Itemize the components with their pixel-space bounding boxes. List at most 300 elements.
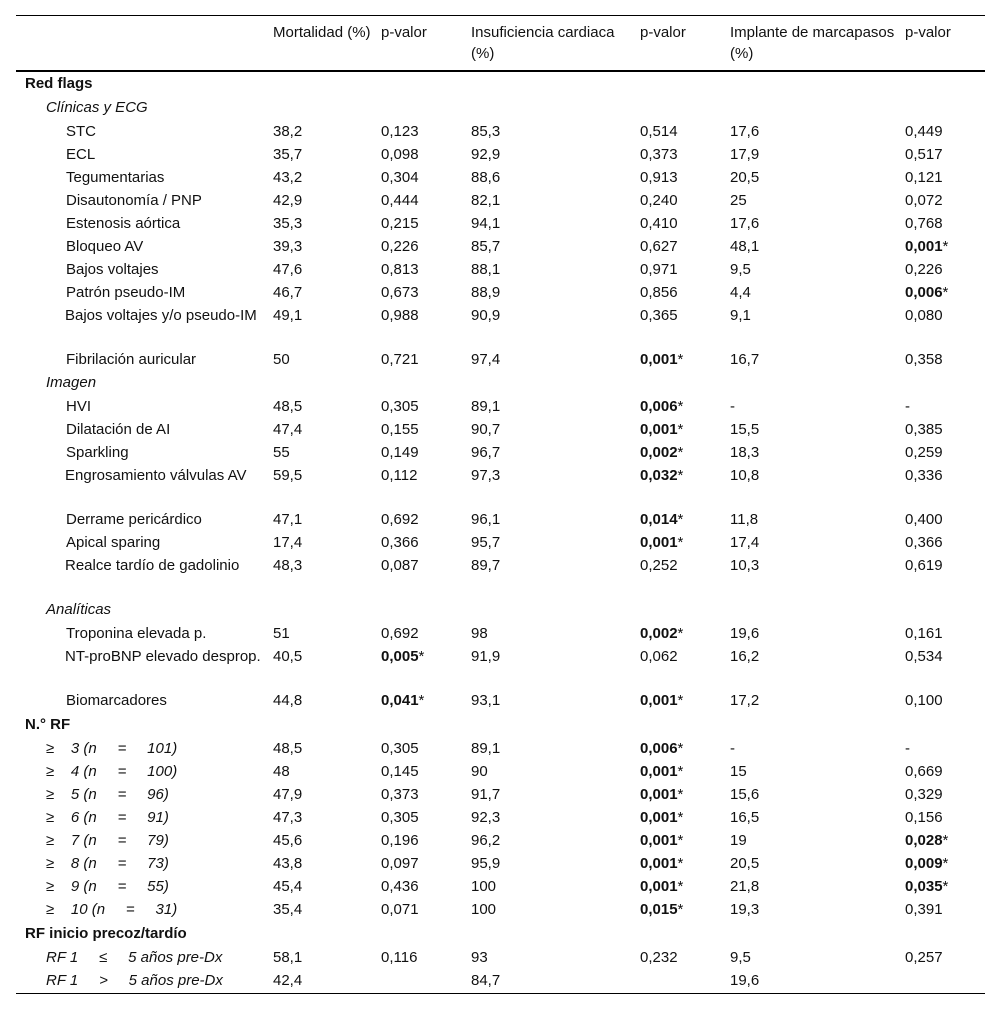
table-row bbox=[16, 305, 985, 349]
cell-p-valor-3 bbox=[905, 970, 985, 994]
group-row bbox=[16, 599, 985, 623]
cell-p-valor-3-value: 0,035 bbox=[905, 878, 943, 895]
cell-p-valor-3: 0,226 bbox=[905, 261, 943, 278]
row-label: Engrosamiento válvulas AV bbox=[65, 467, 247, 484]
cell-mortalidad: 48,5 bbox=[273, 740, 303, 757]
cell-p-valor-1: 0,692 bbox=[381, 511, 419, 528]
cell-p-valor-2: 0,971 bbox=[640, 261, 678, 278]
cell-p-valor-2: 0,514 bbox=[640, 123, 678, 140]
cell-marcapasos: 17,4 bbox=[730, 534, 760, 551]
cell-p-valor-3 bbox=[905, 282, 985, 305]
row-label: RF 1 > 5 años pre-Dx bbox=[46, 972, 223, 989]
cell-p-valor-2: 0,232 bbox=[640, 949, 678, 966]
row-label: Dilatación de AI bbox=[66, 421, 171, 438]
table-row bbox=[16, 259, 985, 282]
table-row bbox=[16, 876, 985, 899]
cell-marcapasos: 19,6 bbox=[730, 625, 760, 642]
cell-marcapasos: 11,8 bbox=[730, 511, 759, 528]
cell-p-valor-2-value: 0,001 bbox=[640, 351, 678, 368]
cell-mortalidad: 58,1 bbox=[273, 949, 303, 966]
row-label: Apical sparing bbox=[66, 534, 161, 551]
cell-insuficiencia: 96,2 bbox=[471, 832, 501, 849]
cell-p-valor-1: 0,112 bbox=[381, 467, 418, 484]
cell-marcapasos: 17,6 bbox=[730, 215, 760, 232]
cell-insuficiencia: 85,3 bbox=[471, 123, 501, 140]
cell-p-valor-1: 0,988 bbox=[381, 307, 419, 324]
table-row bbox=[16, 121, 985, 144]
cell-p-valor-2 bbox=[640, 349, 730, 372]
cell-mortalidad: 51 bbox=[273, 625, 290, 642]
cell-mortalidad: 48,5 bbox=[273, 398, 303, 415]
cell-marcapasos: 19 bbox=[730, 832, 747, 849]
results-table bbox=[16, 15, 985, 994]
cell-insuficiencia: 95,9 bbox=[471, 855, 501, 872]
section-row bbox=[16, 922, 985, 947]
cell-p-valor-1: 0,436 bbox=[381, 878, 419, 895]
cell-mortalidad: 43,2 bbox=[273, 169, 303, 186]
significance-star: * bbox=[677, 878, 684, 895]
table-row bbox=[16, 213, 985, 236]
cell-p-valor-1: 0,305 bbox=[381, 809, 419, 826]
header-insuficiencia-cardiaca: Insuficiencia cardiaca (%) bbox=[471, 24, 615, 62]
cell-insuficiencia: 97,3 bbox=[471, 467, 501, 484]
cell-marcapasos: 16,2 bbox=[730, 648, 760, 665]
table-row bbox=[16, 690, 985, 713]
row-label: ≥ 6 (n = 91) bbox=[46, 809, 169, 826]
cell-p-valor-2: 0,062 bbox=[640, 648, 678, 665]
cell-p-valor-1: 0,673 bbox=[381, 284, 419, 301]
cell-p-valor-3-value: 0,028 bbox=[905, 832, 943, 849]
section-title: N.° RF bbox=[25, 716, 71, 733]
cell-p-valor-3 bbox=[905, 236, 985, 259]
table-row bbox=[16, 623, 985, 646]
row-label: HVI bbox=[66, 398, 92, 415]
cell-p-valor-2 bbox=[640, 532, 730, 555]
row-label: ≥ 9 (n = 55) bbox=[46, 878, 169, 895]
cell-p-valor-3-value: 0,001 bbox=[905, 238, 943, 255]
cell-p-valor-1: 0,692 bbox=[381, 625, 419, 642]
cell-p-valor-2-value: 0,001 bbox=[640, 878, 678, 895]
significance-star: * bbox=[677, 901, 684, 918]
cell-p-valor-3: 0,391 bbox=[905, 901, 943, 918]
cell-marcapasos: 15 bbox=[730, 763, 747, 780]
cell-p-valor-1: 0,366 bbox=[381, 534, 419, 551]
row-label: ECL bbox=[66, 146, 96, 163]
cell-p-valor-3: 0,080 bbox=[905, 307, 943, 324]
cell-p-valor-2: 0,913 bbox=[640, 169, 678, 186]
significance-star: * bbox=[418, 648, 425, 665]
group-row bbox=[16, 97, 985, 121]
cell-p-valor-2 bbox=[640, 784, 730, 807]
cell-marcapasos: 4,4 bbox=[730, 284, 751, 301]
cell-marcapasos: 20,5 bbox=[730, 855, 760, 872]
row-label: Bajos voltajes bbox=[66, 261, 159, 278]
cell-p-valor-1 bbox=[381, 970, 471, 994]
cell-p-valor-2-value: 0,015 bbox=[640, 901, 678, 918]
cell-p-valor-2: 0,252 bbox=[640, 557, 678, 574]
cell-p-valor-2: 0,856 bbox=[640, 284, 678, 301]
cell-mortalidad: 47,9 bbox=[273, 786, 303, 803]
table-row bbox=[16, 442, 985, 465]
cell-insuficiencia: 96,1 bbox=[471, 511, 501, 528]
cell-p-valor-3: 0,336 bbox=[905, 467, 943, 484]
cell-mortalidad: 47,4 bbox=[273, 421, 303, 438]
cell-insuficiencia: 94,1 bbox=[471, 215, 501, 232]
table-row bbox=[16, 646, 985, 690]
table-row bbox=[16, 465, 985, 509]
cell-p-valor-3: 0,161 bbox=[905, 625, 943, 642]
header-p-valor-2: p-valor bbox=[640, 24, 686, 41]
table-row bbox=[16, 282, 985, 305]
table-row bbox=[16, 419, 985, 442]
row-label: Biomarcadores bbox=[66, 692, 167, 709]
table-row bbox=[16, 555, 985, 599]
row-label: Patrón pseudo-IM bbox=[66, 284, 186, 301]
cell-marcapasos: 9,5 bbox=[730, 261, 751, 278]
cell-p-valor-2-value: 0,006 bbox=[640, 740, 678, 757]
cell-p-valor-2-value: 0,001 bbox=[640, 421, 678, 438]
cell-mortalidad: 48 bbox=[273, 763, 290, 780]
cell-p-valor-2-value: 0,001 bbox=[640, 855, 678, 872]
significance-star: * bbox=[677, 692, 684, 709]
cell-p-valor-2 bbox=[640, 442, 730, 465]
row-label: Bajos voltajes y/o pseudo-IM bbox=[65, 307, 257, 324]
row-label: Fibrilación auricular bbox=[66, 351, 197, 368]
cell-p-valor-3-value: 0,006 bbox=[905, 284, 943, 301]
significance-star: * bbox=[942, 878, 949, 895]
significance-star: * bbox=[677, 832, 684, 849]
table-row bbox=[16, 532, 985, 555]
significance-star: * bbox=[942, 832, 949, 849]
cell-insuficiencia: 82,1 bbox=[471, 192, 501, 209]
cell-mortalidad: 17,4 bbox=[273, 534, 303, 551]
section-title: Red flags bbox=[25, 75, 93, 92]
group-title: Imagen bbox=[46, 374, 97, 391]
cell-p-valor-1: 0,226 bbox=[381, 238, 419, 255]
cell-p-valor-1 bbox=[381, 646, 471, 690]
significance-star: * bbox=[942, 284, 949, 301]
cell-p-valor-1: 0,071 bbox=[381, 901, 419, 918]
cell-p-valor-1: 0,721 bbox=[381, 351, 419, 368]
significance-star: * bbox=[677, 786, 684, 803]
cell-p-valor-1: 0,444 bbox=[381, 192, 419, 209]
cell-p-valor-1: 0,304 bbox=[381, 169, 419, 186]
table-body bbox=[16, 71, 985, 994]
cell-p-valor-2 bbox=[640, 899, 730, 922]
cell-p-valor-3: 0,072 bbox=[905, 192, 943, 209]
cell-marcapasos: 19,6 bbox=[730, 972, 760, 989]
cell-p-valor-3: 0,385 bbox=[905, 421, 943, 438]
cell-marcapasos: 9,1 bbox=[730, 307, 751, 324]
cell-mortalidad: 59,5 bbox=[273, 467, 303, 484]
table-row bbox=[16, 899, 985, 922]
row-label: STC bbox=[66, 123, 96, 140]
cell-p-valor-1: 0,215 bbox=[381, 215, 419, 232]
cell-p-valor-2-value: 0,001 bbox=[640, 534, 678, 551]
cell-mortalidad: 38,2 bbox=[273, 123, 303, 140]
cell-p-valor-1: 0,305 bbox=[381, 398, 419, 415]
table-row bbox=[16, 236, 985, 259]
table-row bbox=[16, 167, 985, 190]
header-p-valor-1: p-valor bbox=[381, 24, 427, 41]
section-row bbox=[16, 713, 985, 738]
cell-insuficiencia: 88,6 bbox=[471, 169, 501, 186]
cell-marcapasos: - bbox=[730, 398, 735, 415]
table-header-row bbox=[16, 16, 985, 72]
cell-marcapasos: 18,3 bbox=[730, 444, 760, 461]
significance-star: * bbox=[418, 692, 425, 709]
cell-p-valor-2-value: 0,001 bbox=[640, 763, 678, 780]
row-label: Tegumentarias bbox=[66, 169, 165, 186]
group-title: Analíticas bbox=[46, 601, 112, 618]
table-row bbox=[16, 807, 985, 830]
cell-marcapasos: 15,5 bbox=[730, 421, 760, 438]
table-row bbox=[16, 853, 985, 876]
cell-marcapasos: - bbox=[730, 740, 735, 757]
cell-p-valor-1: 0,373 bbox=[381, 786, 419, 803]
cell-insuficiencia: 89,1 bbox=[471, 740, 501, 757]
cell-p-valor-1: 0,196 bbox=[381, 832, 419, 849]
header-mortalidad: Mortalidad (%) bbox=[273, 24, 371, 41]
cell-insuficiencia: 88,9 bbox=[471, 284, 501, 301]
row-label: ≥ 7 (n = 79) bbox=[46, 832, 169, 849]
cell-mortalidad: 47,1 bbox=[273, 511, 303, 528]
cell-p-valor-1: 0,097 bbox=[381, 855, 419, 872]
cell-insuficiencia: 88,1 bbox=[471, 261, 501, 278]
table-row bbox=[16, 144, 985, 167]
cell-p-valor-2 bbox=[640, 807, 730, 830]
row-label: ≥ 3 (n = 101) bbox=[46, 740, 178, 757]
row-label: ≥ 8 (n = 73) bbox=[46, 855, 169, 872]
cell-mortalidad: 43,8 bbox=[273, 855, 303, 872]
significance-star: * bbox=[942, 238, 949, 255]
cell-p-valor-1: 0,149 bbox=[381, 444, 419, 461]
row-label: Troponina elevada p. bbox=[66, 625, 207, 642]
table-row bbox=[16, 509, 985, 532]
cell-mortalidad: 55 bbox=[273, 444, 290, 461]
header-empty bbox=[16, 16, 273, 72]
cell-insuficiencia: 90,9 bbox=[471, 307, 501, 324]
row-label: Bloqueo AV bbox=[66, 238, 144, 255]
cell-marcapasos: 20,5 bbox=[730, 169, 760, 186]
cell-p-valor-2 bbox=[640, 690, 730, 713]
cell-p-valor-3: 0,366 bbox=[905, 534, 943, 551]
cell-mortalidad: 48,3 bbox=[273, 557, 303, 574]
cell-p-valor-2: 0,365 bbox=[640, 307, 678, 324]
cell-mortalidad: 35,4 bbox=[273, 901, 303, 918]
header-implante-marcapasos: Implante de marcapasos (%) bbox=[730, 24, 895, 62]
cell-marcapasos: 17,6 bbox=[730, 123, 760, 140]
cell-p-valor-3: - bbox=[905, 398, 910, 415]
cell-p-valor-1 bbox=[381, 690, 471, 713]
cell-p-valor-2-value: 0,001 bbox=[640, 786, 678, 803]
cell-mortalidad: 44,8 bbox=[273, 692, 303, 709]
cell-mortalidad: 45,4 bbox=[273, 878, 303, 895]
cell-p-valor-2 bbox=[640, 876, 730, 899]
cell-mortalidad: 35,7 bbox=[273, 146, 303, 163]
section-title: RF inicio precoz/tardío bbox=[25, 925, 187, 942]
significance-star: * bbox=[677, 625, 684, 642]
cell-marcapasos: 15,6 bbox=[730, 786, 760, 803]
significance-star: * bbox=[677, 855, 684, 872]
row-label: Sparkling bbox=[66, 444, 129, 461]
cell-insuficiencia: 90 bbox=[471, 763, 488, 780]
significance-star: * bbox=[942, 855, 949, 872]
cell-marcapasos: 10,3 bbox=[730, 557, 760, 574]
cell-insuficiencia: 97,4 bbox=[471, 351, 501, 368]
cell-p-valor-2 bbox=[640, 396, 730, 419]
cell-marcapasos: 25 bbox=[730, 192, 747, 209]
cell-p-valor-1-value: 0,041 bbox=[381, 692, 419, 709]
cell-p-valor-3: - bbox=[905, 740, 910, 757]
cell-p-valor-1: 0,305 bbox=[381, 740, 419, 757]
header-p-valor-3: p-valor bbox=[905, 24, 951, 41]
cell-insuficiencia: 89,1 bbox=[471, 398, 501, 415]
cell-p-valor-1: 0,155 bbox=[381, 421, 419, 438]
significance-star: * bbox=[677, 511, 684, 528]
cell-p-valor-3: 0,619 bbox=[905, 557, 943, 574]
cell-p-valor-2 bbox=[640, 761, 730, 784]
cell-mortalidad: 39,3 bbox=[273, 238, 303, 255]
significance-star: * bbox=[677, 534, 684, 551]
cell-insuficiencia: 85,7 bbox=[471, 238, 501, 255]
cell-p-valor-3 bbox=[905, 853, 985, 876]
cell-p-valor-1: 0,116 bbox=[381, 949, 418, 966]
cell-marcapasos: 17,2 bbox=[730, 692, 760, 709]
cell-p-valor-1-value: 0,005 bbox=[381, 648, 419, 665]
cell-insuficiencia: 100 bbox=[471, 901, 497, 918]
cell-p-valor-3: 0,517 bbox=[905, 146, 943, 163]
cell-marcapasos: 48,1 bbox=[730, 238, 760, 255]
table-row bbox=[16, 830, 985, 853]
cell-insuficiencia: 93 bbox=[471, 949, 488, 966]
cell-p-valor-3: 0,358 bbox=[905, 351, 943, 368]
cell-marcapasos: 21,8 bbox=[730, 878, 760, 895]
cell-p-valor-2: 0,373 bbox=[640, 146, 678, 163]
row-label: ≥ 4 (n = 100) bbox=[46, 763, 178, 780]
cell-p-valor-3: 0,257 bbox=[905, 949, 943, 966]
cell-marcapasos: 19,3 bbox=[730, 901, 760, 918]
cell-p-valor-1: 0,123 bbox=[381, 123, 419, 140]
cell-insuficiencia: 96,7 bbox=[471, 444, 501, 461]
table-row bbox=[16, 761, 985, 784]
row-label: ≥ 5 (n = 96) bbox=[46, 786, 169, 803]
cell-insuficiencia: 91,9 bbox=[471, 648, 501, 665]
cell-mortalidad: 45,6 bbox=[273, 832, 303, 849]
cell-p-valor-3: 0,121 bbox=[905, 169, 943, 186]
cell-mortalidad: 42,9 bbox=[273, 192, 303, 209]
cell-p-valor-2: 0,240 bbox=[640, 192, 678, 209]
cell-insuficiencia: 100 bbox=[471, 878, 497, 895]
cell-p-valor-1: 0,087 bbox=[381, 557, 419, 574]
cell-insuficiencia: 93,1 bbox=[471, 692, 501, 709]
cell-p-valor-3 bbox=[905, 830, 985, 853]
significance-star: * bbox=[677, 444, 684, 461]
cell-mortalidad: 50 bbox=[273, 351, 290, 368]
cell-insuficiencia: 98 bbox=[471, 625, 488, 642]
cell-p-valor-2-value: 0,002 bbox=[640, 625, 678, 642]
cell-p-valor-2-value: 0,001 bbox=[640, 832, 678, 849]
cell-p-valor-3: 0,534 bbox=[905, 648, 943, 665]
cell-p-valor-3: 0,669 bbox=[905, 763, 943, 780]
cell-p-valor-2 bbox=[640, 623, 730, 646]
cell-p-valor-1: 0,098 bbox=[381, 146, 419, 163]
row-label: Estenosis aórtica bbox=[66, 215, 181, 232]
table-row bbox=[16, 396, 985, 419]
table-row bbox=[16, 784, 985, 807]
cell-p-valor-3: 0,400 bbox=[905, 511, 943, 528]
cell-p-valor-2-value: 0,006 bbox=[640, 398, 678, 415]
cell-mortalidad: 35,3 bbox=[273, 215, 303, 232]
table-row bbox=[16, 349, 985, 372]
cell-mortalidad: 40,5 bbox=[273, 648, 303, 665]
table-row bbox=[16, 190, 985, 213]
cell-insuficiencia: 95,7 bbox=[471, 534, 501, 551]
significance-star: * bbox=[677, 740, 684, 757]
table-row bbox=[16, 738, 985, 761]
significance-star: * bbox=[677, 763, 684, 780]
table-row bbox=[16, 947, 985, 970]
significance-star: * bbox=[677, 398, 684, 415]
cell-p-valor-1: 0,813 bbox=[381, 261, 419, 278]
cell-p-valor-3 bbox=[905, 876, 985, 899]
cell-p-valor-3: 0,768 bbox=[905, 215, 943, 232]
cell-p-valor-2-value: 0,002 bbox=[640, 444, 678, 461]
row-label: ≥ 10 (n = 31) bbox=[46, 901, 178, 918]
cell-marcapasos: 17,9 bbox=[730, 146, 760, 163]
row-label: NT-proBNP elevado desprop. bbox=[65, 648, 261, 665]
significance-star: * bbox=[677, 351, 684, 368]
cell-p-valor-3: 0,259 bbox=[905, 444, 943, 461]
row-label: RF 1 ≤ 5 años pre-Dx bbox=[46, 949, 223, 966]
cell-p-valor-3: 0,329 bbox=[905, 786, 943, 803]
cell-p-valor-2-value: 0,014 bbox=[640, 511, 678, 528]
row-label: Realce tardío de gadolinio bbox=[65, 557, 240, 574]
cell-p-valor-3: 0,156 bbox=[905, 809, 943, 826]
cell-marcapasos: 10,8 bbox=[730, 467, 760, 484]
group-row bbox=[16, 372, 985, 396]
cell-insuficiencia: 89,7 bbox=[471, 557, 501, 574]
row-label: Derrame pericárdico bbox=[66, 511, 202, 528]
table-row bbox=[16, 970, 985, 994]
row-label: Disautonomía / PNP bbox=[66, 192, 202, 209]
cell-p-valor-2 bbox=[640, 853, 730, 876]
cell-p-valor-2 bbox=[640, 509, 730, 532]
cell-p-valor-2 bbox=[640, 465, 730, 509]
cell-mortalidad: 49,1 bbox=[273, 307, 303, 324]
cell-marcapasos: 16,7 bbox=[730, 351, 760, 368]
cell-mortalidad: 47,3 bbox=[273, 809, 303, 826]
cell-insuficiencia: 84,7 bbox=[471, 972, 501, 989]
cell-p-valor-2 bbox=[640, 738, 730, 761]
cell-p-valor-2 bbox=[640, 419, 730, 442]
cell-p-valor-2 bbox=[640, 970, 730, 994]
cell-mortalidad: 42,4 bbox=[273, 972, 303, 989]
group-title: Clínicas y ECG bbox=[46, 99, 148, 116]
cell-p-valor-2: 0,627 bbox=[640, 238, 678, 255]
cell-p-valor-2-value: 0,001 bbox=[640, 692, 678, 709]
cell-insuficiencia: 91,7 bbox=[471, 786, 501, 803]
cell-marcapasos: 16,5 bbox=[730, 809, 760, 826]
cell-p-valor-2: 0,410 bbox=[640, 215, 678, 232]
significance-star: * bbox=[677, 421, 684, 438]
cell-p-valor-2-value: 0,032 bbox=[640, 467, 678, 484]
cell-p-valor-2 bbox=[640, 830, 730, 853]
cell-p-valor-2-value: 0,001 bbox=[640, 809, 678, 826]
cell-marcapasos: 9,5 bbox=[730, 949, 751, 966]
cell-insuficiencia: 90,7 bbox=[471, 421, 501, 438]
cell-p-valor-3: 0,100 bbox=[905, 692, 943, 709]
